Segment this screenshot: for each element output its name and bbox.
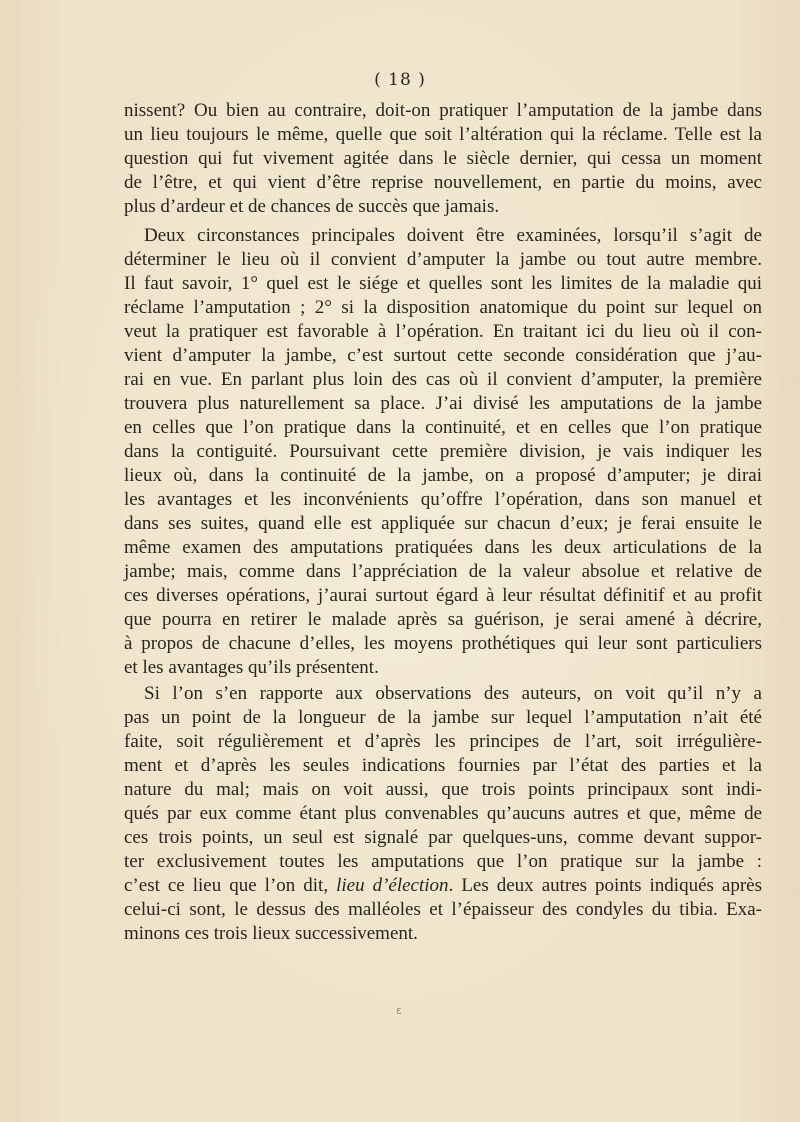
- text-fragment: c’est ce lieu que l’on dit,: [124, 875, 337, 896]
- text-line: dans la contiguité. Poursuivant cette première division, je vais indiquer les: [124, 441, 762, 462]
- printer-mark: ɛ: [396, 1004, 402, 1017]
- text-line: nature du mal; mais on voit aussi, que trois points principaux sont indi-: [124, 779, 762, 800]
- text-line: ces trois points, un seul est signalé par quelques-uns, comme devant suppor-: [124, 827, 762, 848]
- text-line: jambe; mais, comme dans l’appréciation de la valeur absolue et relative de: [124, 561, 762, 582]
- paragraph-3: [124, 682, 762, 946]
- text-line: un lieu toujours le même, quelle que soit l’altération qui la réclame. Telle est la: [124, 124, 762, 145]
- paragraph-2: [124, 224, 762, 680]
- text-line: réclame l’amputation ; 2° si la disposition anatomique du point sur lequel on: [124, 297, 762, 318]
- text-line: nissent? Ou bien au contraire, doit-on pratiquer l’amputation de la jambe dans: [124, 100, 762, 121]
- text-line: faite, soit régulièrement et d’après les principes de l’art, soit irrégulière-: [124, 731, 762, 752]
- text-fragment: . Les deux autres points indiqués après: [448, 875, 762, 896]
- text-line: minons ces trois lieux successivement.: [124, 923, 418, 944]
- text-line: rai en vue. En parlant plus loin des cas où il convient d’amputer, la première: [124, 369, 762, 390]
- text-line: qués par eux comme étant plus convenables qu’aucuns autres et que, même de: [124, 803, 762, 824]
- text-line: et les avantages qu’ils présentent.: [124, 657, 379, 678]
- text-line: dans ses suites, quand elle est appliquée sur chacun d’eux; je ferai ensuite le: [124, 513, 762, 534]
- text-line: plus d’ardeur et de chances de succès que jamais.: [124, 196, 500, 217]
- text-line: ces diverses opérations, j’aurai surtout égard à leur résultat définitif et au profit: [124, 585, 762, 606]
- text-line: à propos de chacune d’elles, les moyens prothétiques qui leur sont particuliers: [124, 633, 762, 654]
- text-line: ter exclusivement toutes les amputations que l’on pratique sur la jambe :: [124, 851, 762, 872]
- text-line: de l’être, et qui vient d’être reprise nouvellement, en partie du moins, avec: [124, 172, 762, 193]
- italic-term: lieu d’élection: [336, 875, 449, 896]
- text-line: Il faut savoir, 1° quel est le siége et quelles sont les limites de la maladie qui: [124, 273, 762, 294]
- text-line: en celles que l’on pratique dans la continuité, et en celles que l’on pratique: [124, 417, 762, 438]
- text-line: vient d’amputer la jambe, c’est surtout cette seconde considération que j’au-: [124, 345, 762, 366]
- text-line: veut la pratiquer est favorable à l’opération. En traitant ici du lieu où il con-: [124, 321, 762, 342]
- text-line: Deux circonstances principales doivent être examinées, lorsqu’il s’agit de: [144, 225, 762, 246]
- paragraph-1: [124, 99, 762, 219]
- text-line: les avantages et les inconvénients qu’offre l’opération, dans son manuel et: [124, 489, 762, 510]
- text-line: Si l’on s’en rapporte aux observations des auteurs, on voit qu’il n’y a: [144, 683, 762, 704]
- text-line: lieux où, dans la continuité de la jambe, on a proposé d’amputer; je dirai: [124, 465, 762, 486]
- text-line: celui-ci sont, le dessus des malléoles et l’épaisseur des condyles du tibia. Exa-: [124, 899, 762, 920]
- text-line: trouvera plus naturellement sa place. J’ai divisé les amputations de la jambe: [124, 393, 762, 414]
- body-text: [124, 99, 762, 946]
- text-line: pas un point de la longueur de la jambe sur lequel l’amputation n’ait été: [124, 707, 762, 728]
- text-line-with-italic: [124, 874, 762, 898]
- text-line: question qui fut vivement agitée dans le siècle dernier, qui cessa un moment: [124, 148, 762, 169]
- text-line: ment et d’après les seules indications fournies par l’état des parties et la: [124, 755, 762, 776]
- text-line: que pourra en retirer le malade après sa guérison, je serai amené à décrire,: [124, 609, 762, 630]
- page-number: ( 18 ): [374, 70, 426, 90]
- text-line: déterminer le lieu où il convient d’amputer la jambe ou tout autre membre.: [124, 249, 762, 270]
- text-line: même examen des amputations pratiquées dans les deux articulations de la: [124, 537, 762, 558]
